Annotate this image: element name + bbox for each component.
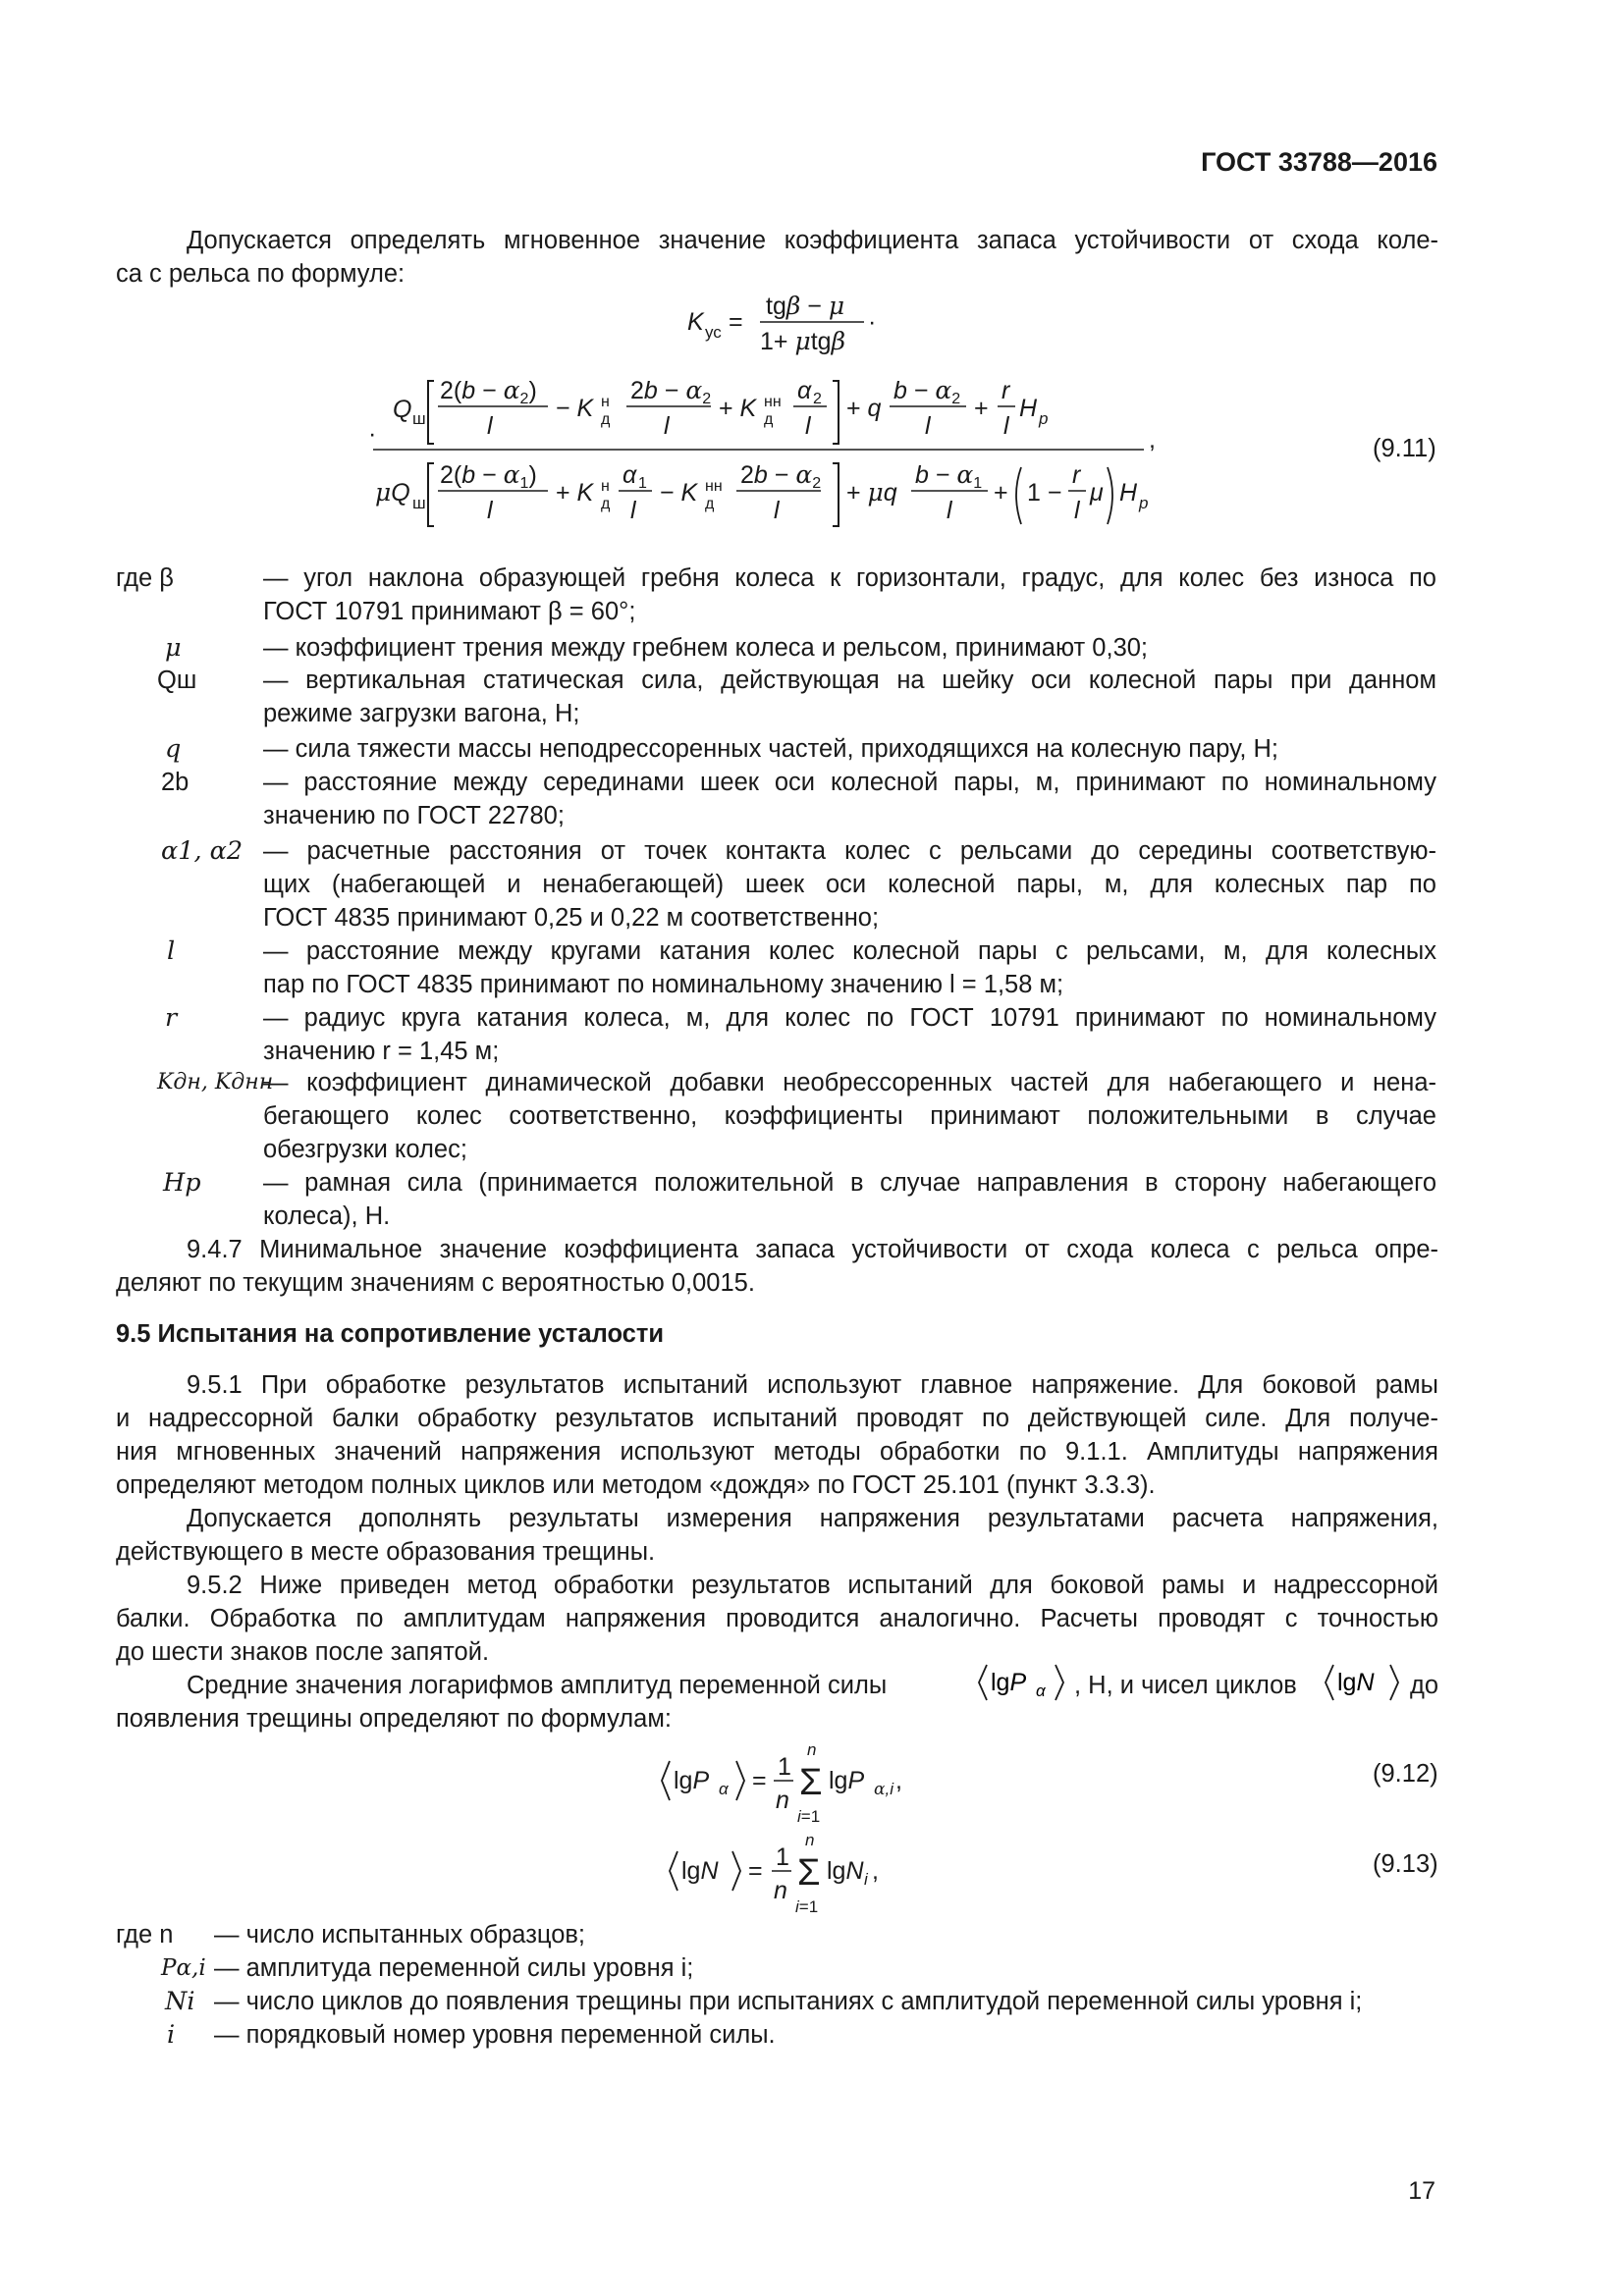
svg-text:=: =	[748, 1857, 763, 1885]
section-title: 9.5 Испытания на сопротивление усталости	[116, 1320, 665, 1348]
definition-text: — расчетные расстояния от точек контакта колес с рельсами до середины соответствую-	[263, 837, 1436, 865]
document-header: ГОСТ 33788—2016	[1201, 147, 1437, 177]
definition-text: — радиус круга катания колеса, м, для колес по ГОСТ 10791 принимают по номинальному	[263, 1004, 1436, 1032]
svg-text:2(b − α1): $2(b - \alpha_1)$	[440, 460, 537, 492]
svg-text:l: l	[664, 412, 670, 440]
svg-text:д: д	[705, 496, 715, 512]
svg-text:α,i: α,i	[874, 1780, 893, 1799]
definition-symbol: где β	[116, 564, 174, 592]
svg-text:n: n	[805, 1831, 815, 1849]
svg-text:Σ: Σ	[797, 1852, 821, 1894]
svg-text:l: l	[487, 412, 493, 440]
paragraph-line: Средние значения логарифмов амплитуд переменной силы	[187, 1672, 888, 1699]
svg-text:lgP: lgP	[829, 1767, 865, 1794]
paragraph-9-4-7-line-1: 9.4.7 Минимальное значение коэффициента запаса устойчивости от схода колеса с рельса опре-	[187, 1236, 1438, 1263]
paragraph-line: ния мгновенных значений напряжения используют методы обработки по 9.1.1. Амплитуды напряжения	[116, 1438, 1438, 1466]
svg-text:l: l	[774, 497, 780, 524]
svg-text:н: н	[601, 478, 610, 495]
svg-text:lgP: lgP	[991, 1669, 1027, 1696]
definition-text: — коэффициент динамической добавки необрессоренных частей для набегающего и нена-	[263, 1069, 1436, 1096]
svg-text:n: n	[776, 1787, 789, 1814]
svg-text:·: ·	[868, 308, 877, 336]
definition-text: значению r = 1,45 м;	[263, 1038, 500, 1065]
svg-text:нн: нн	[705, 478, 723, 495]
svg-text:ш: ш	[412, 494, 426, 512]
svg-text:д: д	[601, 496, 611, 512]
definition-symbol: Pα,i	[161, 1955, 206, 1981]
svg-text:ш: ш	[412, 409, 426, 428]
definition-symbol: Kдн, Kднн	[157, 1070, 274, 1095]
svg-text:2b − α2: $2b - \alpha_2$	[630, 376, 712, 407]
svg-text:Σ: Σ	[799, 1762, 823, 1803]
paragraph-line: балки. Обработка по амплитудам напряжения проводится аналогично. Расчеты проводят с точностью	[116, 1605, 1438, 1632]
svg-text:1: 1	[778, 1753, 791, 1781]
svg-text:μQ: μQ	[375, 478, 410, 507]
definition-text: значению по ГОСТ 22780;	[263, 802, 565, 829]
definition-symbol: α1, α2	[161, 836, 244, 866]
formula-9-11-number: (9.11)	[1373, 435, 1436, 462]
definition-symbol: r	[165, 1003, 178, 1033]
definition-text: колеса), Н.	[263, 1202, 391, 1230]
svg-text:ус: ус	[705, 323, 722, 342]
paragraph-line: Допускается дополнять результаты измерения напряжения результатами расчета напряжения,	[187, 1505, 1438, 1532]
svg-text:·: ·	[368, 420, 377, 448]
formula-9-12-number: (9.12)	[1373, 1760, 1438, 1788]
paragraph-line: определяют методом полных циклов или методом «дождя» по ГОСТ 25.101 (пункт 3.3.3).	[116, 1471, 1156, 1499]
svg-text:д: д	[601, 411, 611, 428]
definition-text: — сила тяжести массы неподрессоренных частей, приходящихся на колесную пару, Н;	[263, 735, 1278, 763]
intro-line-1: Допускается определять мгновенное значение коэффициента запаса устойчивости от схода коле-	[187, 227, 1438, 254]
svg-text:н: н	[601, 394, 610, 410]
svg-text:− K: − K	[660, 479, 698, 507]
svg-text:α: α	[1036, 1682, 1046, 1700]
definition-symbol: 2b	[161, 769, 189, 796]
svg-text:1: 1	[776, 1843, 789, 1871]
svg-text:lgP: lgP	[674, 1767, 710, 1794]
svg-text:l: l	[925, 412, 931, 440]
svg-text:lgN: lgN	[827, 1857, 864, 1885]
formula-9-13-number: (9.13)	[1373, 1850, 1438, 1878]
definition-text: ГОСТ 4835 принимают 0,25 и 0,22 м соответственно;	[263, 904, 880, 932]
svg-text:Q: Q	[393, 396, 412, 423]
svg-text:,: ,	[872, 1857, 879, 1885]
definition-text: — число испытанных образцов;	[214, 1921, 586, 1949]
svg-text:+: +	[994, 479, 1008, 507]
svg-text:α: α	[797, 377, 812, 404]
paragraph-line: до шести знаков после запятой.	[116, 1638, 490, 1666]
formula-9-11	[368, 285, 1218, 540]
svg-text:lgN: lgN	[1337, 1669, 1375, 1696]
svg-text:=: =	[752, 1767, 767, 1794]
svg-text:r: r	[1001, 377, 1010, 404]
svg-text:b − α1: $b - \alpha_1$	[915, 460, 983, 492]
svg-text:,: ,	[1149, 426, 1156, 454]
svg-text:l: l	[487, 497, 493, 524]
paragraph-line: 9.5.2 Ниже приведен метод обработки результатов испытаний для боковой рамы и надрессорной	[187, 1572, 1438, 1599]
definition-text: — расстояние между кругами катания колес колесной пары с рельсами, м, для колесных	[263, 937, 1436, 965]
svg-text:H: H	[1119, 479, 1138, 507]
svg-text:lgN: lgN	[681, 1857, 719, 1885]
definition-text: ГОСТ 10791 принимают β = 60°;	[263, 598, 636, 625]
paragraph-9-4-7-line-2: деляют по текущим значениям с вероятностью 0,0015.	[116, 1269, 755, 1297]
svg-text:b − α2: $b - \alpha_2$	[893, 376, 961, 407]
svg-text:n: n	[774, 1877, 787, 1904]
svg-text:p: p	[1139, 494, 1149, 512]
definition-text: — порядковый номер уровня переменной силы.	[214, 2021, 776, 2049]
svg-text:i=1: i=1	[795, 1897, 819, 1916]
svg-text:K: K	[687, 308, 704, 336]
svg-text:α: α	[623, 461, 637, 489]
paragraph-line: 9.5.1 При обработке результатов испытаний используют главное напряжение. Для боковой рамы	[187, 1371, 1438, 1399]
definition-text: — расстояние между серединами шеек оси колесной пары, м, принимают по номинальному	[263, 769, 1436, 796]
svg-text:i=1: i=1	[797, 1807, 821, 1826]
paragraph-line: , Н, и чисел циклов	[1074, 1672, 1297, 1699]
svg-text:H: H	[1019, 395, 1038, 422]
definition-symbol: Hp	[163, 1168, 201, 1198]
definition-symbol: Qш	[157, 667, 197, 694]
svg-text:нн: нн	[764, 394, 782, 410]
svg-text:=: =	[729, 308, 743, 336]
definition-text: — угол наклона образующей гребня колеса к горизонтали, градус, для колес без износа по	[263, 564, 1436, 592]
definition-text: — коэффициент трения между гребнем колеса и рельсом, принимают 0,30;	[263, 634, 1149, 662]
svg-text:2b − α2: $2b - \alpha_2$	[740, 460, 822, 492]
formula-9-12	[660, 1737, 915, 1828]
definition-symbol: i	[167, 2020, 176, 2050]
paragraph-line: действующего в месте образования трещины.	[116, 1538, 656, 1566]
svg-text:− K: − K	[556, 395, 594, 422]
formula-9-13	[668, 1828, 903, 1918]
definition-text: — амплитуда переменной силы уровня i;	[214, 1954, 694, 1982]
definition-text: — вертикальная статическая сила, действующая на шейку оси колесной пары при данном	[263, 667, 1436, 694]
svg-text:+ K: + K	[556, 479, 594, 507]
svg-text:1+ μtgβ: 1+ μtgβ	[760, 327, 846, 355]
svg-text:n: n	[807, 1740, 817, 1759]
page-number: 17	[1408, 2177, 1435, 2205]
svg-text:l: l	[1003, 412, 1009, 440]
svg-text:2: 2	[813, 391, 822, 407]
paragraph-line: появления трещины определяют по формулам:	[116, 1705, 672, 1733]
paragraph-line: и надрессорной балки обработку результатов испытаний проводят по действующей силе. Для получе-	[116, 1405, 1438, 1432]
inline-formula-lgN	[1324, 1661, 1398, 1704]
svg-text:+ K: + K	[719, 395, 757, 422]
svg-text:r: r	[1072, 461, 1081, 489]
svg-text:l: l	[630, 497, 636, 524]
svg-text:l: l	[805, 412, 811, 440]
svg-text:tgβ − μ: tgβ − μ	[766, 292, 845, 320]
definition-text: щих (набегающей и ненабегающей) шеек оси колесной пары, м, для колесных пар по	[263, 871, 1436, 898]
svg-text:д: д	[764, 411, 774, 428]
paragraph-line: до	[1410, 1672, 1439, 1699]
definition-symbol: μ	[165, 633, 182, 663]
svg-text:p: p	[1039, 409, 1049, 428]
intro-line-2: са с рельса по формуле:	[116, 260, 406, 288]
definition-symbol: q	[165, 734, 182, 764]
svg-text:l: l	[947, 497, 952, 524]
svg-text:1: 1	[638, 475, 647, 492]
inline-formula-lgP	[977, 1661, 1073, 1704]
svg-text:+ q: + q	[846, 395, 882, 422]
svg-text:l: l	[1074, 497, 1080, 524]
svg-text:+: +	[974, 395, 989, 422]
svg-text:2(b − α2): $2(b - \alpha_2)$	[440, 376, 537, 407]
svg-text:,: ,	[895, 1767, 902, 1794]
definition-text: — рамная сила (принимается положительной в случае направления в сторону набегающего	[263, 1169, 1436, 1197]
svg-text:1 −: 1 −	[1027, 479, 1062, 507]
svg-text:α: α	[719, 1780, 729, 1798]
definition-symbol: l	[167, 936, 176, 966]
svg-text:+ μq: + μq	[846, 478, 897, 507]
definition-symbol: Ni	[165, 1987, 195, 2016]
definition-text: — число циклов до появления трещины при испытаниях с амплитудой переменной силы уровня i;	[214, 1988, 1363, 2015]
definition-text: пар по ГОСТ 4835 принимают по номинальному значению l = 1,58 м;	[263, 971, 1064, 998]
definition-text: обезгрузки колес;	[263, 1136, 467, 1163]
definition-text: бегающего колес соответственно, коэффициенты принимают положительными в случае	[263, 1102, 1436, 1130]
definition-text: режиме загрузки вагона, Н;	[263, 700, 580, 727]
svg-text:μ: μ	[1090, 479, 1104, 507]
svg-text:i: i	[864, 1870, 868, 1889]
definition-symbol: где n	[116, 1921, 174, 1949]
